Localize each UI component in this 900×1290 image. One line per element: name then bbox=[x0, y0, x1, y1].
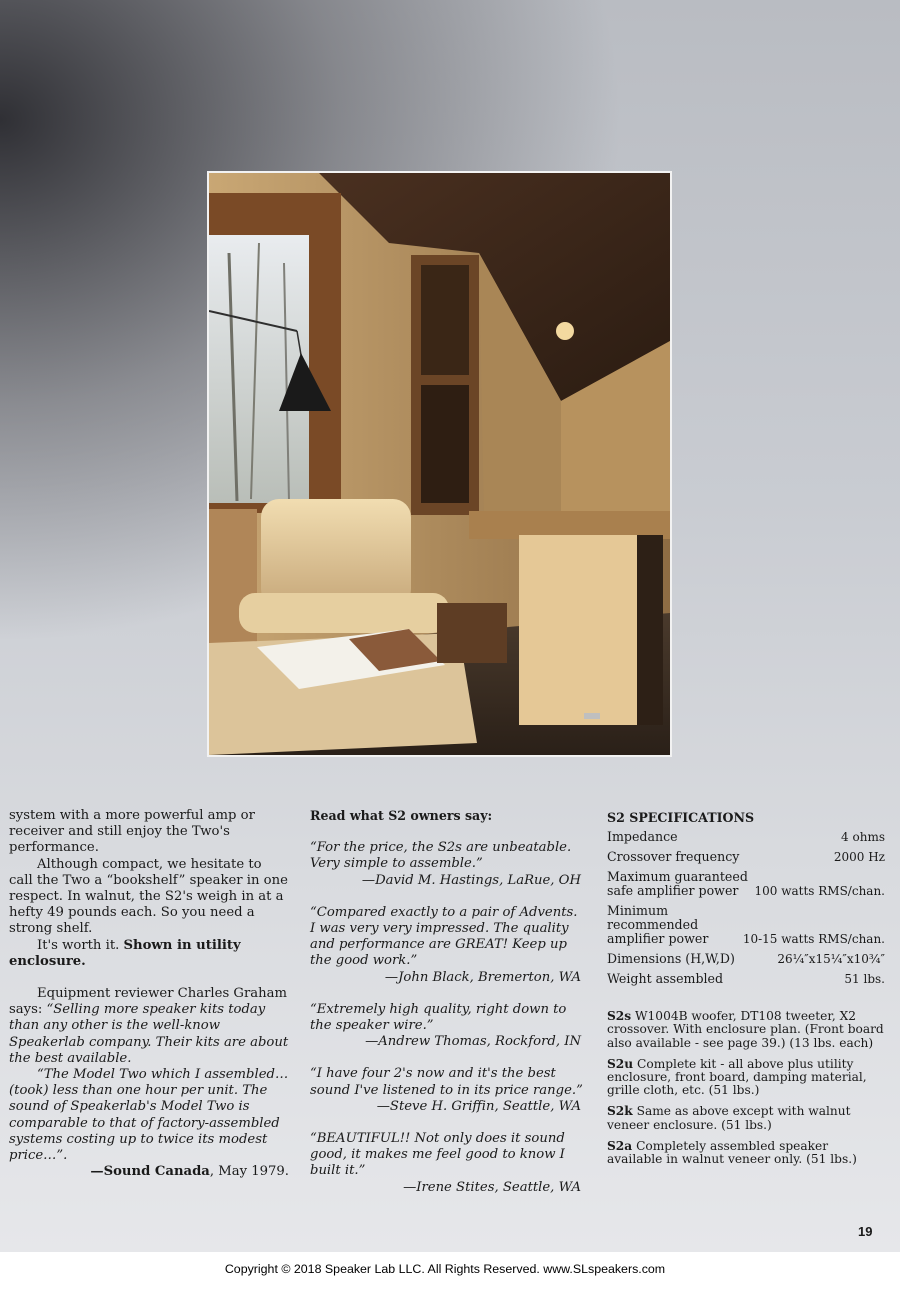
spec-value: 51 lbs. bbox=[844, 972, 885, 987]
kit-code: S2k bbox=[607, 1104, 633, 1119]
kit-description: Complete kit - all above plus utility enclosure, front board, damping material, grille cloth, etc. (51 lbs.) bbox=[607, 1056, 867, 1098]
testimonial bbox=[310, 840, 585, 889]
intro-paragraph-3-text: It's worth it. bbox=[37, 937, 124, 953]
reviewer-quote-2: “The Model Two which I assembled…(took) less than one hour per unit. The sound of Speakerlab's Model Two is comparable to that of factory-assembled systems costing up to twice its modest price…”. bbox=[9, 1067, 289, 1164]
room-photo bbox=[207, 171, 672, 757]
spec-row bbox=[607, 870, 885, 898]
spec-label: Crossover frequency bbox=[607, 849, 740, 865]
kit-description: W1004B woofer, DT108 tweeter, X2 crossover. With enclosure plan. (Front board also available - see page 39.) (13 lbs. each) bbox=[607, 1009, 884, 1050]
kit-code: S2a bbox=[607, 1138, 633, 1153]
kit-option bbox=[607, 1105, 885, 1131]
reviewer-quote-1: “Selling more speaker kits today than any other is the well-know Speakerlab company. Their kits are about the best available. bbox=[9, 1002, 289, 1066]
intro-paragraph-3 bbox=[9, 938, 289, 970]
spec-table bbox=[607, 830, 885, 986]
utility-enclosure-caption: Shown in utility enclosure. bbox=[9, 937, 241, 969]
intro-column bbox=[9, 808, 289, 1180]
testimonial-author: —Andrew Thomas, Rockford, IN bbox=[365, 1034, 581, 1050]
review-date: , May 1979. bbox=[209, 1164, 289, 1180]
testimonial bbox=[310, 1131, 585, 1196]
spec-value: 26¼″x15¼″x10¾″ bbox=[777, 952, 885, 967]
spec-row bbox=[607, 972, 885, 986]
kit-options bbox=[607, 1010, 885, 1166]
spec-label: Minimum recommended amplifier power bbox=[607, 903, 709, 947]
page-number: 19 bbox=[858, 1224, 873, 1239]
testimonial-author: —John Black, Bremerton, WA bbox=[384, 969, 581, 985]
spec-label: Maximum guaranteed safe amplifier power bbox=[607, 869, 748, 899]
spec-label: Dimensions (H,W,D) bbox=[607, 951, 735, 967]
kit-code: S2s bbox=[607, 1009, 632, 1024]
kit-option bbox=[607, 1058, 885, 1098]
spec-value: 100 watts RMS/chan. bbox=[754, 884, 885, 899]
review-source: —Sound Canada bbox=[90, 1164, 210, 1180]
testimonial bbox=[310, 1066, 585, 1115]
spec-value: 4 ohms bbox=[841, 830, 885, 845]
kit-description: Same as above except with walnut veneer enclosure. (51 lbs.) bbox=[607, 1104, 851, 1132]
spec-row bbox=[607, 830, 885, 844]
kit-description: Completely assembled speaker available in walnut veneer only. (51 lbs.) bbox=[607, 1138, 857, 1167]
reviewer-intro: Equipment reviewer Charles Graham says: bbox=[9, 986, 287, 1018]
intro-paragraph-1: system with a more powerful amp or receiver and still enjoy the Two's performance. bbox=[9, 808, 255, 856]
kit-option bbox=[607, 1010, 885, 1050]
room-photo-illustration bbox=[209, 173, 670, 755]
reviewer-paragraph bbox=[9, 986, 289, 1067]
copyright-footer: Copyright © 2018 Speaker Lab LLC. All Rights Reserved. www.SLspeakers.com bbox=[224, 1262, 666, 1276]
spec-row bbox=[607, 952, 885, 966]
specifications-column bbox=[607, 810, 885, 1166]
testimonial-text: “BEAUTIFUL!! Not only does it sound good, it makes me feel good to know I built it.” bbox=[310, 1131, 565, 1179]
testimonials-column bbox=[310, 808, 585, 1196]
testimonial bbox=[310, 1002, 585, 1051]
spec-value: 2000 Hz bbox=[833, 850, 885, 865]
kit-code: S2u bbox=[607, 1056, 634, 1071]
testimonial-author: —David M. Hastings, LaRue, OH bbox=[361, 872, 581, 888]
testimonials-heading: Read what S2 owners say: bbox=[310, 808, 493, 823]
specifications-heading: S2 SPECIFICATIONS bbox=[607, 810, 755, 825]
testimonial bbox=[310, 905, 585, 986]
spec-value: 10-15 watts RMS/chan. bbox=[742, 932, 885, 947]
spec-row bbox=[607, 850, 885, 864]
spec-label: Impedance bbox=[607, 829, 678, 845]
spec-row bbox=[607, 904, 885, 946]
testimonial-text: “Compared exactly to a pair of Advents. I was very very impressed. The quality and performance are GREAT! Keep up the good work.” bbox=[310, 904, 578, 969]
intro-paragraph-2: Although compact, we hesitate to call the Two a “bookshelf” speaker in one respect. In walnut, the S2's weigh in at a hefty 49 pounds each. So you need a strong shelf. bbox=[9, 856, 288, 937]
spec-label: Weight assembled bbox=[607, 971, 724, 987]
review-credit bbox=[9, 1164, 289, 1180]
testimonial-author: —Irene Stites, Seattle, WA bbox=[403, 1179, 581, 1195]
kit-option bbox=[607, 1140, 885, 1166]
testimonial-text: “I have four 2's now and it's the best sound I've listened to in its price range.” bbox=[310, 1066, 583, 1098]
testimonial-author: —Steve H. Griffin, Seattle, WA bbox=[376, 1098, 581, 1114]
testimonial-text: “Extremely high quality, right down to the speaker wire.” bbox=[310, 1001, 567, 1034]
testimonial-text: “For the price, the S2s are unbeatable. Very simple to assemble.” bbox=[310, 840, 572, 872]
